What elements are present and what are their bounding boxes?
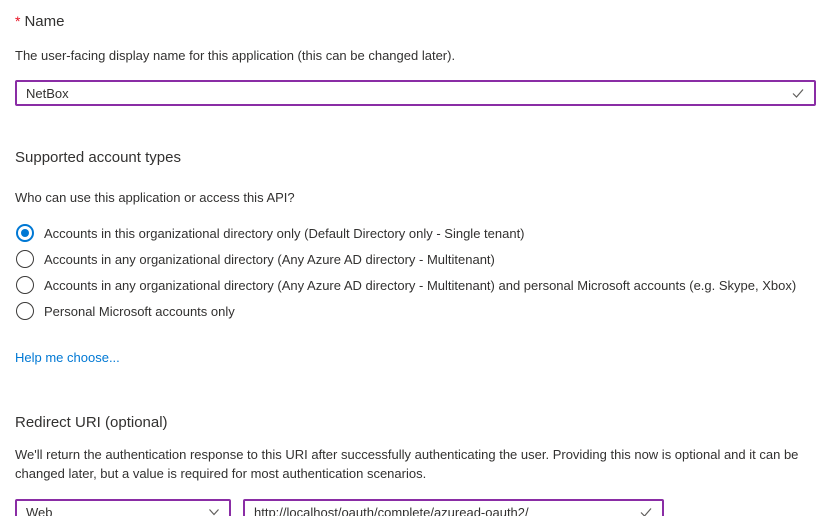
radio-option-multitenant[interactable]: [15, 246, 815, 272]
redirect-uri-row: [15, 499, 815, 516]
account-types-radio-group: [15, 220, 815, 324]
name-input-container: [15, 80, 816, 106]
radio-button-icon[interactable]: [16, 302, 34, 320]
name-title-text: Name: [24, 13, 65, 30]
radio-option-label: Accounts in this organizational directory only (Default Directory only - Single tenant): [44, 225, 525, 241]
radio-option-label: Accounts in any organizational directory (Any Azure AD directory - Multitenant) and personal Microsoft accounts (e.g. Skype, Xbox): [44, 277, 797, 293]
redirect-uri-description: We'll return the authentication response to this URI after successfully authenticating the user. Providing this now is optional and it can be changed later, but a value is required for most authentication scenarios.: [15, 447, 799, 481]
radio-option-personal-only[interactable]: [15, 298, 815, 324]
account-types-section-title: Supported account types: [15, 149, 181, 166]
name-section-title: [15, 12, 815, 31]
radio-button-icon[interactable]: [16, 250, 34, 268]
radio-button-icon[interactable]: [16, 224, 34, 242]
radio-option-label: Accounts in any organizational directory (Any Azure AD directory - Multitenant): [44, 251, 495, 267]
name-description: The user-facing display name for this application (this can be changed later).: [15, 48, 456, 63]
name-input[interactable]: [17, 82, 814, 104]
platform-select-dropdown[interactable]: [15, 499, 231, 516]
redirect-uri-input[interactable]: [245, 501, 662, 516]
help-me-choose-link[interactable]: Help me choose...: [15, 350, 120, 365]
required-asterisk: *: [15, 13, 21, 29]
radio-option-multitenant-personal[interactable]: [15, 272, 815, 298]
platform-select-value: Web: [26, 504, 53, 516]
account-types-question: Who can use this application or access this API?: [15, 190, 295, 205]
radio-button-icon[interactable]: [16, 276, 34, 294]
redirect-uri-section-title: Redirect URI (optional): [15, 414, 168, 431]
chevron-down-icon: [207, 505, 221, 516]
radio-option-single-tenant[interactable]: [15, 220, 815, 246]
redirect-uri-input-container: [243, 499, 664, 516]
radio-option-label: Personal Microsoft accounts only: [44, 303, 235, 319]
